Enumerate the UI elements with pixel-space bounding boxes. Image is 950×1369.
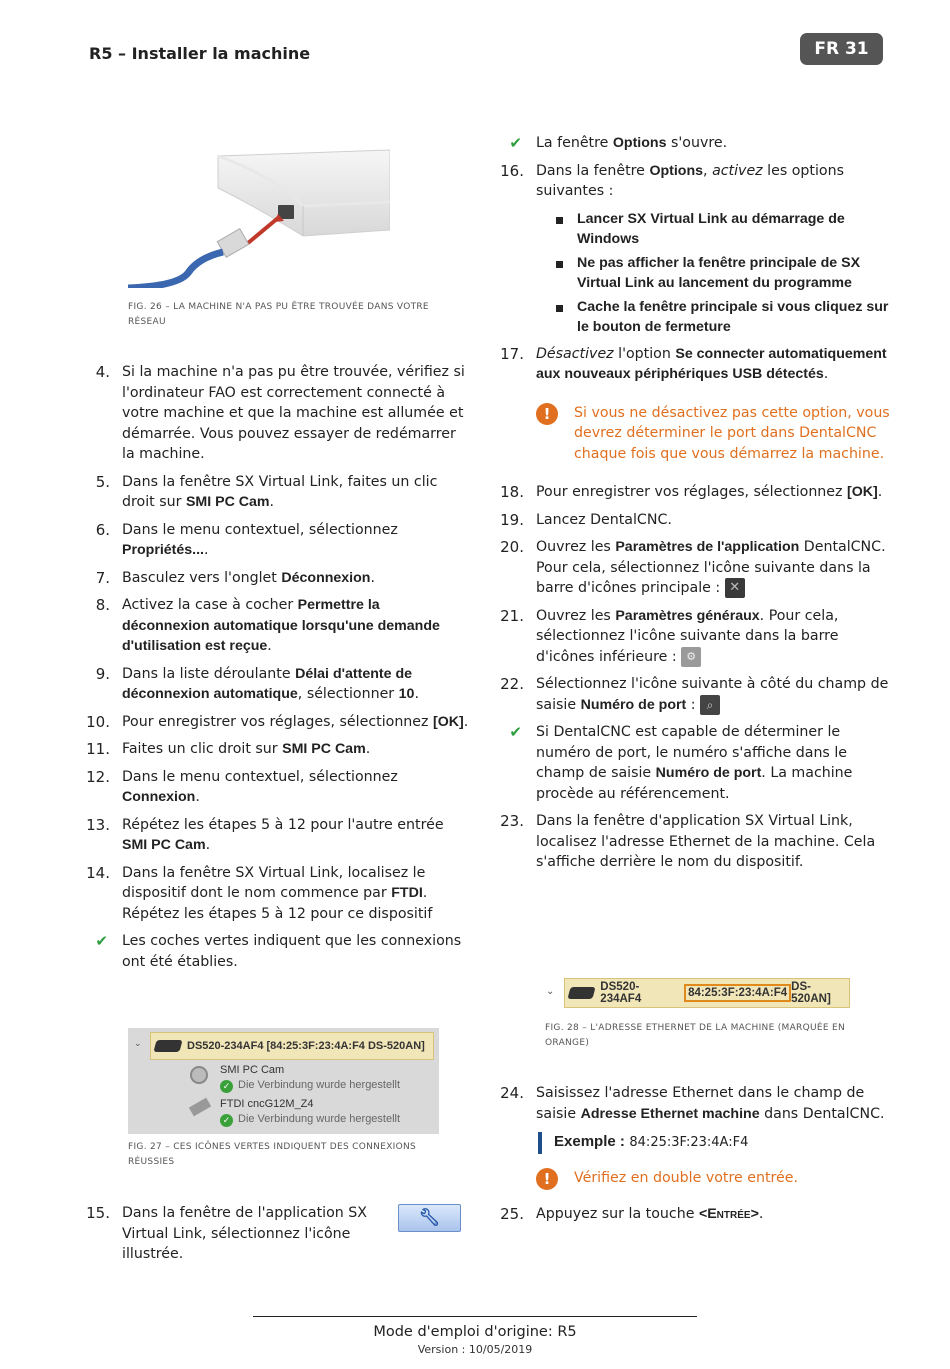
general-settings-icon: ⚙ <box>681 647 701 667</box>
step-22: 22. Sélectionnez l'icône suivante à côté du champ de saisie Numéro de port : ⌕ <box>500 675 889 713</box>
left-column <box>84 362 469 979</box>
step-8: 8. Activez la case à cocher Permettre la déconnexion automatique lorsqu'une demande d'utilisation est reçue. <box>95 596 440 654</box>
fig26-image <box>128 148 390 288</box>
step-23: 23. Dans la fenêtre d'application SX Virtual Link, localisez l'adresse Ethernet de la machine. Cela s'affiche derrière le nom du dispositif. <box>500 812 876 870</box>
collapse-chevron-icon: ⌄ <box>134 1038 142 1048</box>
step-16: 16. Dans la fenêtre Options, activez les options suivantes : <box>500 161 844 199</box>
fig28-screenshot <box>542 978 851 1014</box>
options-bullet-list <box>536 209 890 338</box>
step-10: 10. Pour enregistrer vos réglages, sélectionnez [OK]. <box>86 712 469 731</box>
step-18: 18. Pour enregistrer vos réglages, sélectionnez [OK]. <box>500 483 883 501</box>
right-column-lower <box>498 1083 890 1231</box>
step-19: 19. Lancez DentalCNC. <box>500 510 672 529</box>
green-check-icon: ✓ <box>220 1114 233 1127</box>
usb-icon <box>189 1098 211 1117</box>
fig28-device-row: DS520-234AF4 84:25:3F:23:4A:F4 DS-520AN] <box>564 978 850 1008</box>
step-14: 14. Dans la fenêtre SX Virtual Link, localisez le dispositif dont le nom commence par FTDI. Répétez les étapes 5 à 12 pour ce dispositif <box>86 863 433 922</box>
check-14: ✔ Les coches vertes indiquent que les connexions ont été établies. <box>84 931 469 972</box>
webcam-icon <box>190 1066 208 1084</box>
right-column <box>498 133 890 880</box>
checkmark-icon: ✔ <box>95 932 108 950</box>
fig27-caption: FIG. 27 – CES ICÔNES VERTES INDIQUENT DES CONNEXIONS RÉUSSIES <box>128 1142 417 1167</box>
bullet-item: Lancer SX Virtual Link au démarrage de Windows <box>536 209 890 250</box>
step-17: 17. Désactivez l'option Se connecter automatiquement aux nouveaux périphériques USB détectés. <box>500 344 887 382</box>
warning-step-17: ! Si vous ne désactivez pas cette option, vous devrez déterminer le port dans DentalCNC chaque fois que vous démarrez la machine. <box>536 403 890 465</box>
step-21: 21. Ouvrez les Paramètres généraux. Pour cela, sélectionnez l'icône suivante dans la barre d'icônes inférieure : ⚙ <box>500 606 839 665</box>
step-24: 24. Saisissez l'adresse Ethernet dans le champ de saisie Adresse Ethernet machine dans DentalCNC. <box>500 1084 885 1122</box>
footer-version: Version : 10/05/2019 <box>417 1343 533 1356</box>
warning-step-24: ! Vérifiez en double votre entrée. <box>536 1168 890 1190</box>
step-13: 13. Répétez les étapes 5 à 12 pour l'autre entrée SMI PC Cam. <box>86 815 444 853</box>
step-9: 9. Dans la liste déroulante Délai d'attente de déconnexion automatique, sélectionner 10. <box>95 664 419 702</box>
step-25: 25. Appuyez sur la touche <Entrée>. <box>500 1204 764 1223</box>
bullet-item: Cache la fenêtre principale si vous cliquez sur le bouton de fermeture <box>536 297 890 338</box>
collapse-chevron-icon: ⌄ <box>546 986 555 997</box>
page-number-badge: FR 31 <box>800 33 883 65</box>
footer-divider <box>253 1316 697 1317</box>
bullet-item: Ne pas afficher la fenêtre principale de SX Virtual Link au lancement du programme <box>536 253 890 294</box>
footer-title: Mode d'emploi d'origine: R5 <box>373 1324 577 1340</box>
wrench-tool-icon: 🔧︎ <box>398 1204 461 1232</box>
mac-address-highlight: 84:25:3F:23:4A:F4 <box>684 984 791 1002</box>
step-4: 4. Si la machine n'a pas pu être trouvée, vérifiez si l'ordinateur FAO est correctement connecté à votre machine et que la machine est allumée et démarrée. Vous pouvez essayer de redémarrer la machine. <box>95 363 465 462</box>
fig27-screenshot: DS520-234AF4 [84:25:3F:23:4A:F4 DS-520AN] ⌄ ✓ SMI PC Cam Die Verbindung wurde hergestellt ✓ FTDI cncG12M_Z4 Die Verbindung wurde hergestellt <box>128 1028 439 1134</box>
step-7: 7. Basculez vers l'onglet Déconnexion. <box>95 568 375 587</box>
device-icon <box>153 1040 182 1052</box>
fig28-caption: FIG. 28 – L'ADRESSE ETHERNET DE LA MACHINE (MARQUÉE EN ORANGE) <box>545 1023 846 1048</box>
check-options-opens: ✔ La fenêtre Options s'ouvre. <box>498 133 890 154</box>
step-5: 5. Dans la fenêtre SX Virtual Link, faites un clic droit sur SMI PC Cam. <box>95 472 438 510</box>
checkmark-icon: ✔ <box>509 723 522 741</box>
green-check-icon: ✓ <box>220 1080 233 1093</box>
application-settings-icon: ✕ <box>725 578 745 598</box>
search-port-icon: ⌕ <box>700 695 720 715</box>
fig26-caption: FIG. 26 – LA MACHINE N'A PAS PU ÊTRE TROUVÉE DANS VOTRE RÉSEAU <box>128 302 429 327</box>
step-6: 6. Dans le menu contextuel, sélectionnez Propriétés.... <box>95 520 398 558</box>
fig27-device-row: DS520-234AF4 [84:25:3F:23:4A:F4 DS-520AN] <box>150 1032 434 1060</box>
step-11: 11. Faites un clic droit sur SMI PC Cam. <box>86 740 371 758</box>
step-20: 20. Ouvrez les Paramètres de l'application DentalCNC. Pour cela, sélectionnez l'icône suivante dans la barre d'icônes principale : ✕ <box>500 538 886 596</box>
device-icon <box>567 987 596 999</box>
check-22: ✔ Si DentalCNC est capable de déterminer le numéro de port, le numéro s'affiche dans le champ de saisie Numéro de port. La machine procède au référencement. <box>498 722 890 804</box>
warning-icon: ! <box>536 403 558 425</box>
step-15: 15. Dans la fenêtre de l'application SX Virtual Link, sélectionnez l'icône illustrée. <box>86 1204 368 1262</box>
page-header-title: R5 – Installer la machine <box>89 44 311 63</box>
warning-icon: ! <box>536 1168 558 1190</box>
step-12: 12. Dans le menu contextuel, sélectionnez Connexion. <box>86 767 398 805</box>
example-block: Exemple : 84:25:3F:23:4A:F4 <box>538 1132 890 1154</box>
checkmark-icon: ✔ <box>509 134 522 152</box>
